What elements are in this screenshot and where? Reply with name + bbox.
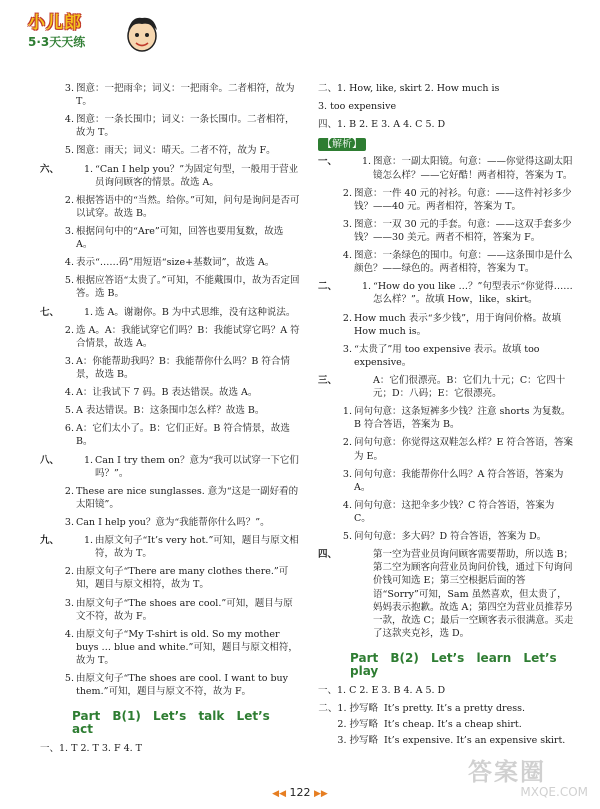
logo-title: 小儿郎 <box>28 13 82 33</box>
answer-item <box>40 274 302 300</box>
item-text: 选 A。A：我能试穿它们吗？B：我能试穿它吗？A 符合情景，故选 A。 <box>76 324 300 349</box>
item-number: 3. <box>342 218 352 230</box>
item-number: 2. <box>64 324 74 336</box>
prev-arrow-icon: ◀◀ <box>272 789 286 799</box>
item-text: 图意：一副太阳镜。句意：——你觉得这副太阳镜怎么样？——它好酷！两者相符，答案为 T。 <box>373 156 573 181</box>
item-text: 图意：一把雨伞；词义：一把雨伞。二者相符，故为 T。 <box>76 83 295 108</box>
item-number: 1. <box>361 156 372 168</box>
item-text: 根据应答语“太贵了。”可知，不能戴围巾，故为否定回答。选 B。 <box>76 275 300 300</box>
item-number: 4. <box>64 387 74 399</box>
item-number: 4. <box>342 499 352 511</box>
answer-line: 一、1. T 2. T 3. F 4. T <box>40 743 142 755</box>
section-heading: Part B(1) Let’s talk Let’s act <box>72 709 270 737</box>
item-number: 3. <box>342 343 352 355</box>
item-number: 2. <box>342 187 352 199</box>
item-text: 问句句意：这条短裤多少钱？注意 shorts 为复数。B 符合答语，答案为 B。 <box>354 406 571 431</box>
copy-row <box>318 718 574 731</box>
answer-item <box>40 82 302 108</box>
watermark <box>468 752 592 802</box>
answer-item <box>40 565 302 591</box>
item-text: Can I try them on？意为“我可以试穿一下它们吗？”。 <box>95 454 299 479</box>
item-number <box>337 374 373 400</box>
section-number: 四、 <box>318 549 338 561</box>
answer-item <box>318 530 574 543</box>
copy-row <box>318 734 574 747</box>
item-number: 4. <box>64 257 74 269</box>
section-number: 八、 <box>40 454 60 466</box>
item-number: 3. <box>64 516 74 528</box>
answer-item <box>40 404 302 417</box>
item-number <box>337 548 373 640</box>
section-number: 三、 <box>318 374 338 386</box>
item-number: 5. <box>64 405 74 417</box>
answer-item <box>318 249 574 275</box>
item-text: 图意：一条绿色的围巾。句意：——这条围巾是什么颜色？——绿色的。两者相符，答案为 T。 <box>354 250 573 275</box>
answer-item <box>40 672 302 698</box>
answer-item <box>40 597 302 623</box>
item-number: 2. <box>342 312 352 324</box>
copy-label: 2. 抄写略 <box>337 719 378 731</box>
item-text: 问句句意：你觉得这双鞋怎么样？E 符合答语，答案为 E。 <box>354 437 573 462</box>
item-text: 图意：雨天；词义：晴天。二者不符，故为 F。 <box>76 145 276 157</box>
item-number: 6. <box>64 423 74 435</box>
item-text: A 表达错误。B：这条围巾怎么样？故选 B。 <box>76 405 265 417</box>
answer-item <box>40 454 302 480</box>
copy-text: It’s expensive. It’s an expensive skirt. <box>384 735 566 747</box>
section-number: 九、 <box>40 535 60 547</box>
item-text: 由原文句子“There are many clothes there.”可知，题目与原文相符，故为 T。 <box>76 566 289 591</box>
item-text: Can I help you？意为“我能帮你什么吗？”。 <box>76 516 270 528</box>
item-number: 4. <box>64 114 74 126</box>
answer-item <box>318 218 574 244</box>
answer-item <box>40 194 302 220</box>
section-number: 一、 <box>318 156 338 168</box>
item-text: 图意：一条长围巾；词义：一条长围巾。二者相符，故为 T。 <box>76 114 295 139</box>
analysis-tag: 【解析】 <box>318 138 366 151</box>
answer-item <box>40 113 302 139</box>
copy-label: 3. 抄写略 <box>337 735 378 747</box>
answer-item <box>40 256 302 269</box>
item-text: 由原文句子“My T-shirt is old. So my mother buys … blue and white.”可知，题目与原文相符，故为 T。 <box>76 628 298 666</box>
item-text: 由原文句子“The shoes are cool.”可知，题目与原文不符，故为 F。 <box>76 597 293 622</box>
item-number: 3. <box>342 468 352 480</box>
copy-text: It’s cheap. It’s a cheap shirt. <box>384 719 522 731</box>
item-text: 根据问句中的“Are”可知，回答也要用复数，故选 A。 <box>76 225 284 251</box>
page-number: 122 <box>289 786 311 799</box>
item-number: 3. <box>64 597 74 609</box>
copy-row <box>318 702 574 715</box>
item-number: 2. <box>342 437 352 449</box>
logo-subtitle: 5·3天天练 <box>28 35 86 49</box>
answer-item <box>318 468 574 494</box>
item-text: 选 A。谢谢你。B 为中式思维，没有这种说法。 <box>95 306 296 318</box>
item-number: 1. <box>83 535 94 547</box>
item-number: 1. <box>342 406 352 418</box>
item-number: 5. <box>64 275 74 287</box>
answer-item <box>40 144 302 157</box>
section-number: 七、 <box>40 306 60 318</box>
answer-line: 四、1. B 2. E 3. A 4. C 5. D <box>318 119 446 131</box>
mascot-icon <box>122 12 162 56</box>
item-number: 3. <box>64 225 74 237</box>
answer-item <box>318 548 574 640</box>
answer-line: 一、1. C 2. E 3. B 4. A 5. D <box>318 685 446 697</box>
item-number: 1. <box>83 454 94 466</box>
answer-item <box>318 436 574 462</box>
brand-logo <box>28 8 148 54</box>
answer-item <box>40 225 302 251</box>
answer-item <box>40 628 302 667</box>
item-text: 问句句意：我能帮你什么吗？A 符合答语，答案为 A。 <box>354 468 564 493</box>
answer-item <box>318 374 574 400</box>
answer-item <box>318 280 574 306</box>
item-text: 图意：一双 30 元的手套。句意：——这双手套多少钱？——30 美元。两者不相符，答案为 F。 <box>354 218 572 243</box>
copy-label: 二、1. 抄写略 <box>318 703 378 715</box>
item-number: 2. <box>64 566 74 578</box>
watermark-text: 答案圈 <box>468 758 546 786</box>
item-text: A：它们太小了。B：它们正好。B 符合情景，故选 B。 <box>76 423 290 448</box>
answer-item <box>318 155 574 181</box>
answer-item <box>40 534 302 560</box>
item-text: How much 表示“多少钱”，用于询问价格。故填 How much is。 <box>354 312 561 337</box>
copy-text: It’s pretty. It’s a pretty dress. <box>384 703 525 715</box>
item-number: 5. <box>64 673 74 685</box>
item-number: 1. <box>83 163 94 175</box>
answer-item <box>40 306 302 319</box>
section-number: 六、 <box>40 163 60 175</box>
item-number: 1. <box>361 281 372 293</box>
item-text: A：你能帮助我吗？B：我能帮你什么吗？B 符合情景，故选 B。 <box>76 355 290 380</box>
answer-item <box>40 355 302 381</box>
answer-item <box>318 405 574 431</box>
answer-item <box>40 485 302 511</box>
item-number: 2. <box>64 485 74 497</box>
answer-item <box>40 386 302 399</box>
item-number: 3. <box>64 355 74 367</box>
section-number: 二、 <box>318 281 338 293</box>
answer-item <box>40 324 302 350</box>
item-number: 4. <box>342 250 352 262</box>
item-text: 根据答语中的“当然。给你。”可知，问句是询问是否可以试穿。故选 B。 <box>76 194 300 219</box>
answer-item <box>318 312 574 338</box>
item-text: 第一空为营业员询问顾客需要帮助，所以选 B；第二空为顾客向营业员询问价钱，通过下句询问价钱可知选 E；第三空根据后面的答语“Sorry”可知，Sam 虽然喜欢，但太贵了，妈妈表示抱歉。故选 A；第四空为营业员推荐另一款，故选 C；最后一空顾客表示很满意。买走了这款夹克衫，选 D。 <box>373 549 574 639</box>
item-number: 5. <box>342 531 352 543</box>
item-number: 4. <box>64 628 74 640</box>
item-text: 图意：一件 40 元的衬衫。句意：——这件衬衫多少钱？——40 元。两者相符，答案为 T。 <box>354 187 572 212</box>
item-text: 由原文句子“It’s very hot.”可知，题目与原文相符，故为 T。 <box>95 535 299 560</box>
answer-line: 3. too expensive <box>318 101 397 113</box>
item-number: 1. <box>83 306 94 318</box>
item-text: A：让我试下 7 码。B 表达错误。故选 A。 <box>76 387 258 399</box>
answer-line: 二、1. How, like, skirt 2. How much is <box>318 83 500 94</box>
item-text: A：它们很漂亮。B：它们九十元；C：它四十元；D：八码；E：它很漂亮。 <box>373 374 566 400</box>
watermark-url: MXQE.COM <box>520 785 588 799</box>
section-heading: Part B(2) Let’s learn Let’s play <box>350 650 557 679</box>
item-text: 问句句意：多大码？D 符合答语，答案为 D。 <box>354 531 547 543</box>
item-number: 5. <box>64 145 74 157</box>
answer-item <box>318 343 574 369</box>
item-number: 3. <box>64 83 74 94</box>
item-text: “How do you like …？”句型表示“你觉得……怎么样？”。故填 How，like，skirt。 <box>373 281 573 306</box>
item-number: 2. <box>64 194 74 206</box>
item-text: These are nice sunglasses. 意为“这是一副好看的太阳镜”。 <box>76 485 299 510</box>
next-arrow-icon: ▶▶ <box>314 789 328 799</box>
item-text: 由原文句子“The shoes are cool. I want to buy them.”可知，题目与原文不符，故为 F。 <box>76 673 289 698</box>
item-text: 表示“……码”用短语“size+基数词”，故选 A。 <box>76 257 275 269</box>
answer-item <box>40 516 302 529</box>
answer-item <box>40 163 302 189</box>
answer-item <box>318 187 574 213</box>
item-text: “Can I help you？”为固定句型，一般用于营业员询问顾客的情景。故选 A。 <box>95 163 299 188</box>
item-text: 问句句意：这把伞多少钱？C 符合答语，答案为 C。 <box>354 499 555 524</box>
item-text: “太贵了”用 too expensive 表示。故填 too expensive。 <box>354 343 540 368</box>
answer-item <box>318 499 574 525</box>
answer-item <box>40 422 302 448</box>
left-column <box>40 82 302 761</box>
right-column <box>318 82 574 751</box>
